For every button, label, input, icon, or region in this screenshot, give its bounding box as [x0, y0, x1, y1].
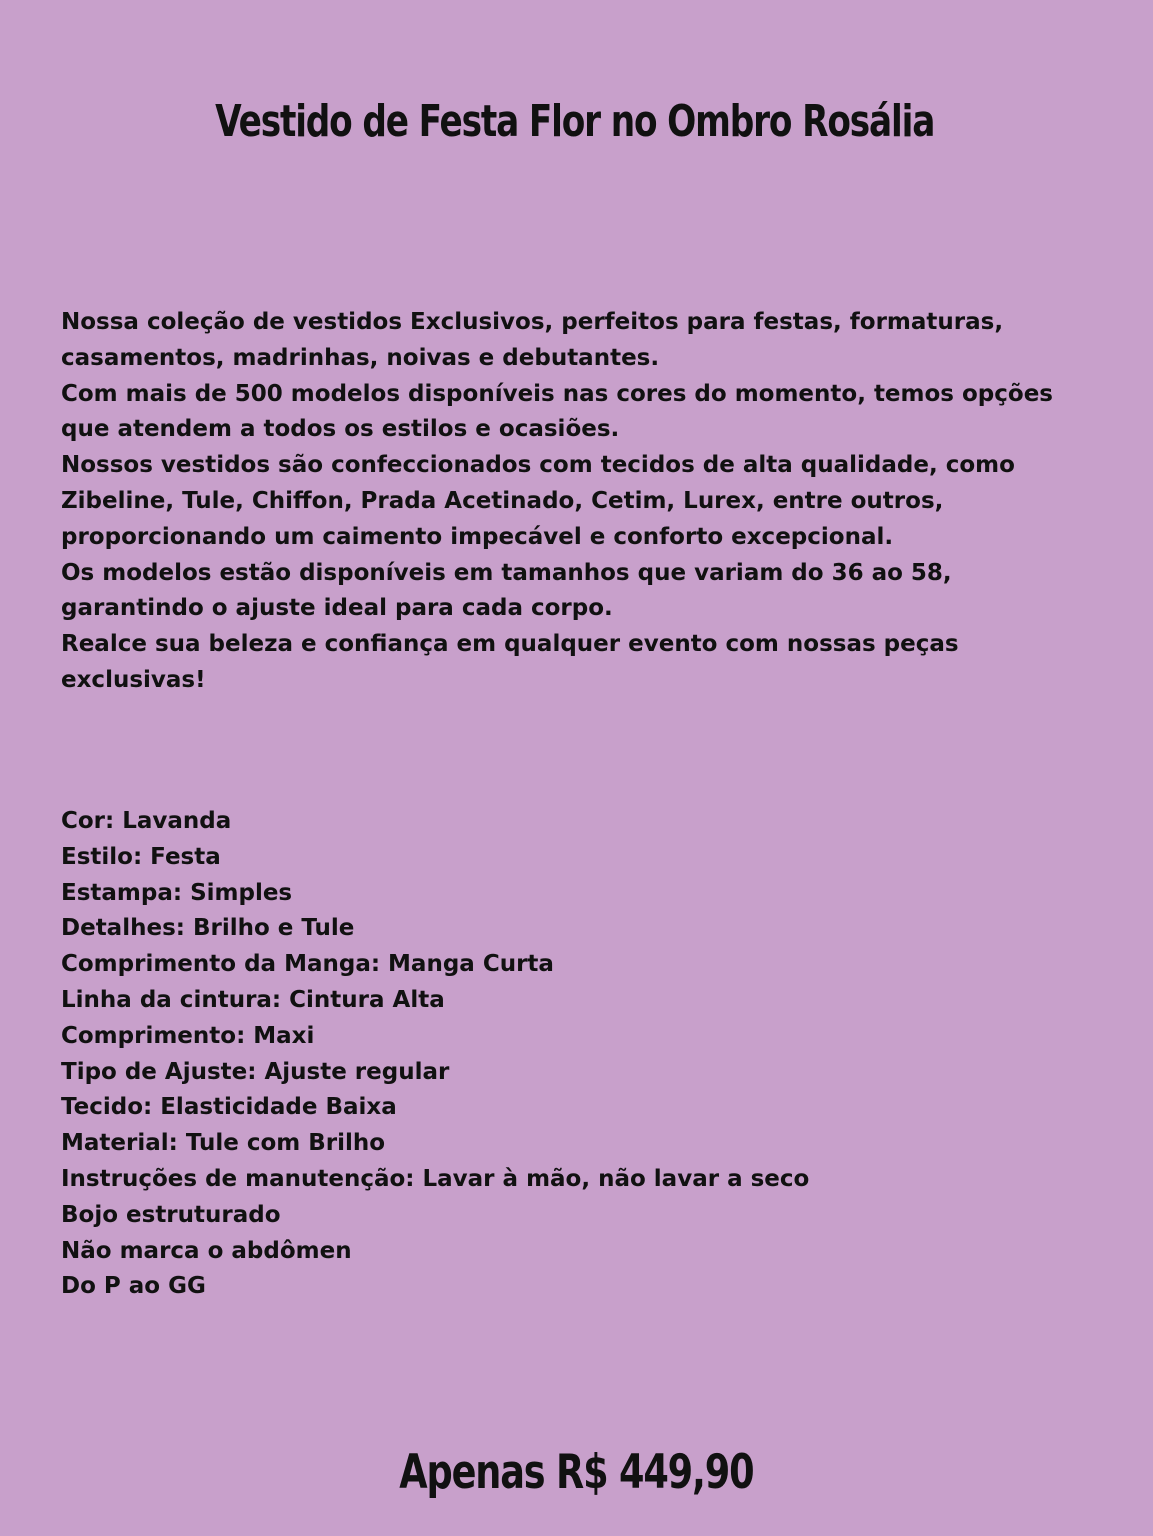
product-specs-list: [61, 804, 1101, 1305]
spec-item: Bojo estruturado: [61, 1201, 281, 1228]
spec-item: Não marca o abdômen: [61, 1237, 352, 1264]
spec-item: Tecido: Elasticidade Baixa: [61, 1094, 397, 1121]
product-description: [61, 305, 1101, 699]
spec-item: Linha da cintura: Cintura Alta: [61, 986, 445, 1013]
page-title: Vestido de Festa Flor no Ombro Rosália: [215, 96, 935, 147]
spec-item: Do P ao GG: [61, 1273, 206, 1300]
spec-item: Comprimento: Maxi: [61, 1022, 315, 1049]
spec-item: Cor: Lavanda: [61, 808, 232, 834]
spec-item: Instruções de manutenção: Lavar à mão, não lavar a seco: [61, 1165, 810, 1192]
spec-item: Estilo: Festa: [61, 843, 221, 870]
description-paragraph: Realce sua beleza e confiança em qualquer evento com nossas peças exclusivas!: [61, 631, 959, 693]
description-paragraph: Nossa coleção de vestidos Exclusivos, perfeitos para festas, formaturas, casamentos, madrinhas, noivas e debutantes.: [61, 309, 1004, 371]
price-label: Apenas R$ 449,90: [399, 1445, 754, 1500]
description-paragraph: Nossos vestidos são confeccionados com tecidos de alta qualidade, como Zibeline, Tule, Chiffon, Prada Acetinado, Cetim, Lurex, entre outros, proporcionando um caimento impecável e conforto excepcional.: [61, 452, 1015, 550]
spec-item: Comprimento da Manga: Manga Curta: [61, 951, 554, 978]
description-paragraph: Os modelos estão disponíveis em tamanhos que variam do 36 ao 58, garantindo o ajuste ideal para cada corpo.: [61, 559, 952, 622]
spec-item: Material: Tule com Brilho: [61, 1130, 386, 1157]
spec-item: Tipo de Ajuste: Ajuste regular: [61, 1058, 450, 1085]
description-paragraph: Com mais de 500 modelos disponíveis nas cores do momento, temos opções que atendem a todos os estilos e ocasiões.: [61, 380, 1053, 443]
spec-item: Detalhes: Brilho e Tule: [61, 915, 355, 942]
spec-item: Estampa: Simples: [61, 879, 293, 906]
